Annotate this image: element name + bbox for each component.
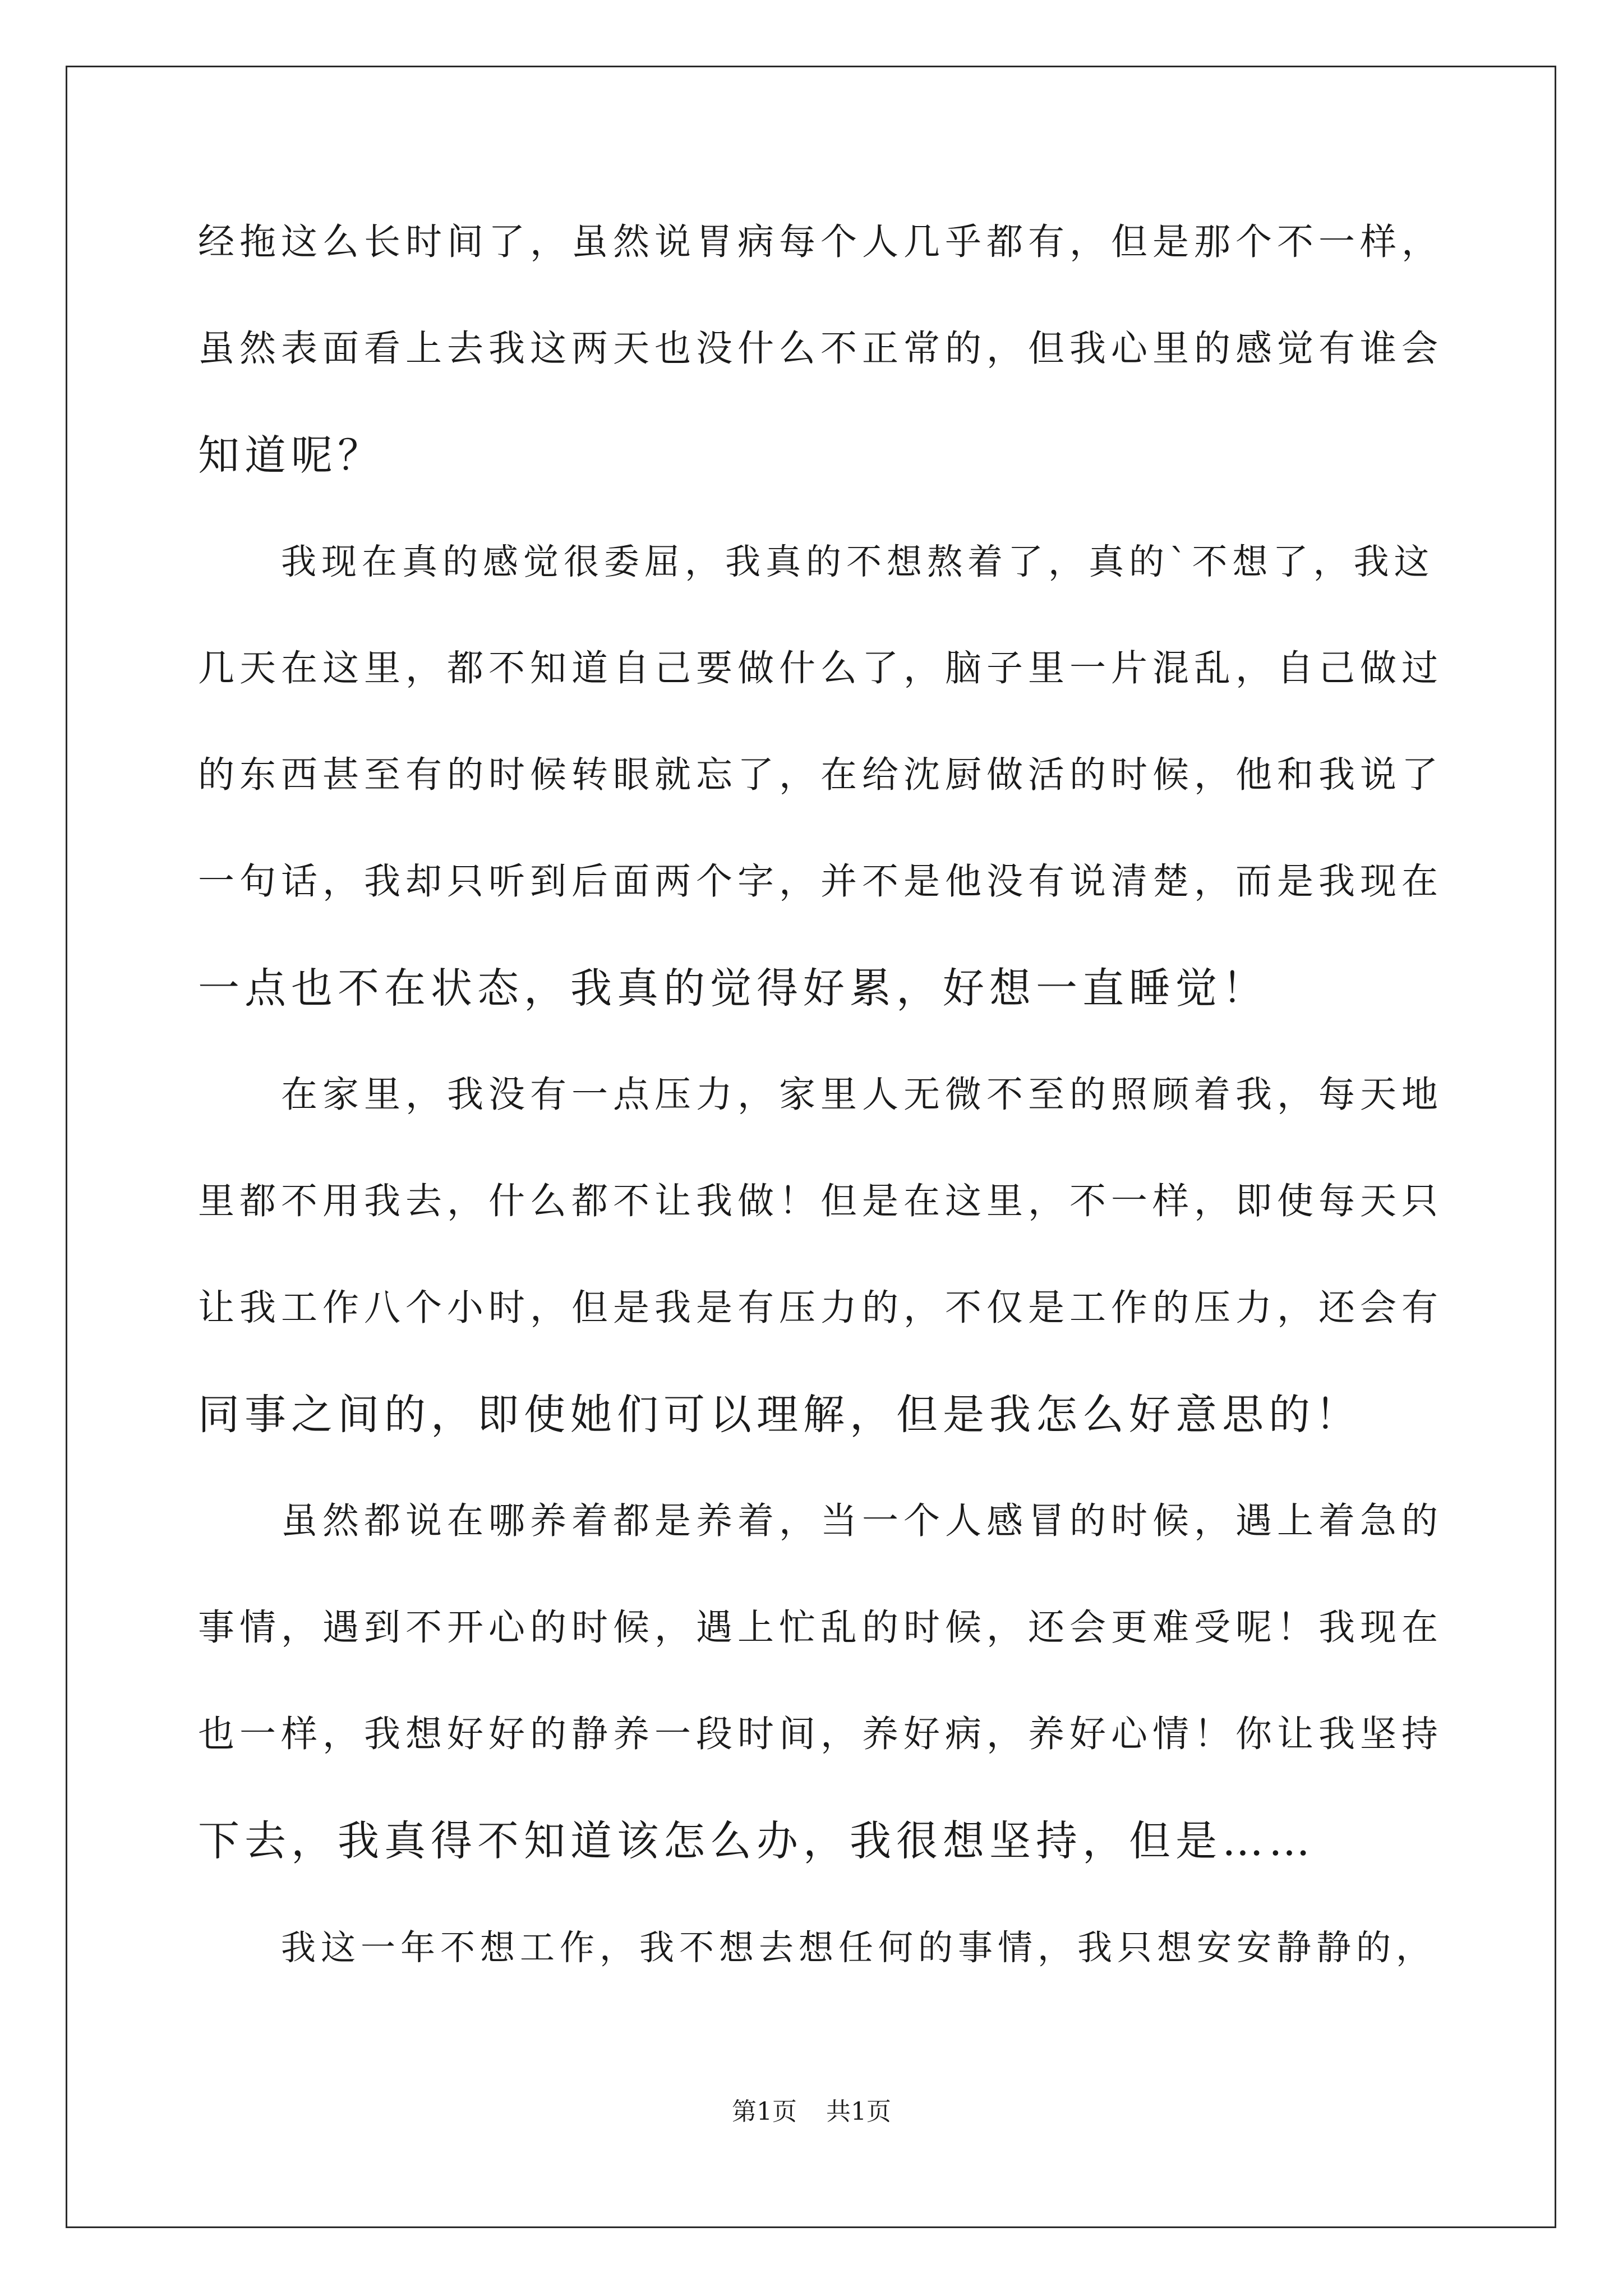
text-line: 里都不用我去，什么都不让我做！但是在这里，不一样，即使每天只 bbox=[198, 1180, 1444, 1222]
text-line: 虽然表面看上去我这两天也没什么不正常的，但我心里的感觉有谁会 bbox=[198, 328, 1444, 370]
text-line: 经拖这么长时间了，虽然说胃病每个人几乎都有，但是那个不一样， bbox=[198, 221, 1444, 263]
text-line: 一点也不在状态，我真的觉得好累，好想一直睡觉！ bbox=[198, 964, 1269, 1013]
text-line: 也一样，我想好好的静养一段时间，养好病，养好心情！你让我坚持 bbox=[198, 1713, 1444, 1755]
text-line: 让我工作八个小时，但是我是有压力的，不仅是工作的压力，还会有 bbox=[198, 1287, 1444, 1329]
text-line: 事情，遇到不开心的时候，遇上忙乱的时候，还会更难受呢！我现在 bbox=[198, 1607, 1444, 1649]
paragraph-first-line: 在家里，我没有一点压力，家里人无微不至的照顾着我，每天地 bbox=[281, 1074, 1444, 1116]
text-line: 一句话，我却只听到后面两个字，并不是他没有说清楚，而是我现在 bbox=[198, 861, 1444, 903]
paragraph-first-line: 我这一年不想工作，我不想去想任何的事情，我只想安安静静的， bbox=[281, 1927, 1436, 1968]
page-number: 第1页 bbox=[732, 2097, 797, 2126]
page-total: 共1页 bbox=[826, 2097, 891, 2126]
page-border bbox=[66, 66, 1556, 2228]
text-line: 知道呢？ bbox=[198, 431, 384, 480]
text-line: 下去，我真得不知道该怎么办，我很想坚持，但是…… bbox=[198, 1817, 1315, 1865]
paragraph-first-line: 虽然都说在哪养着都是养着，当一个人感冒的时候，遇上着急的 bbox=[281, 1500, 1444, 1542]
text-line: 同事之间的，即使她们可以理解，但是我怎么好意思的！ bbox=[198, 1391, 1362, 1439]
paragraph-first-line: 我现在真的感觉很委屈，我真的不想熬着了，真的`不想了，我这 bbox=[281, 541, 1435, 582]
page-footer bbox=[0, 2095, 1623, 2129]
text-line: 的东西甚至有的时候转眼就忘了，在给沈厨做活的时候，他和我说了 bbox=[198, 754, 1444, 796]
text-line: 几天在这里，都不知道自己要做什么了，脑子里一片混乱，自己做过 bbox=[198, 647, 1444, 689]
